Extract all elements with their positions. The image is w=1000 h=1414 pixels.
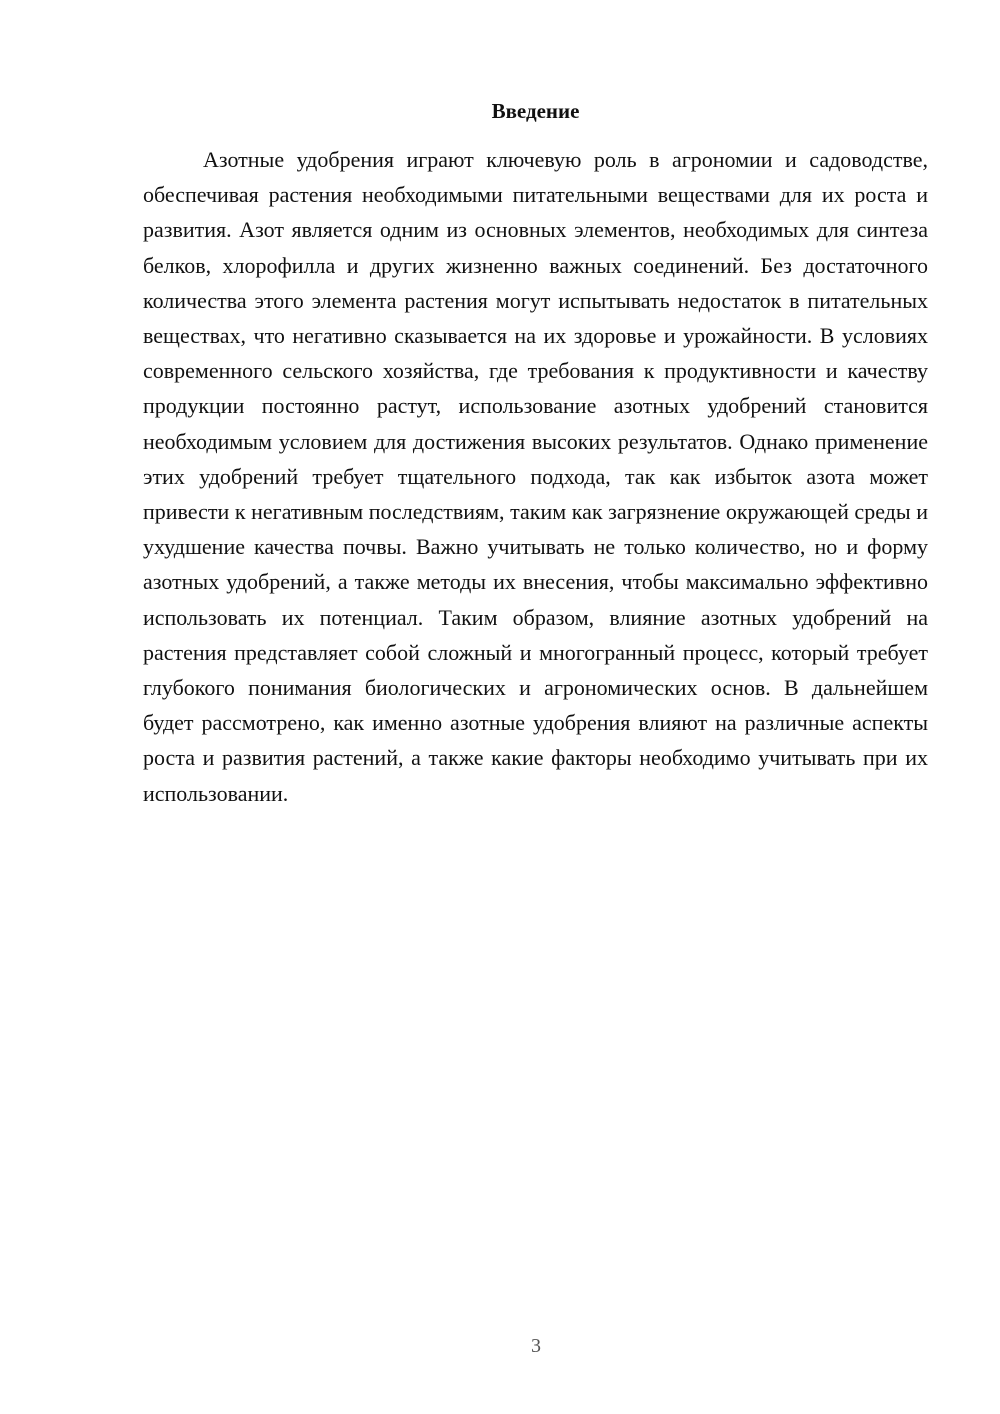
page-number: 3 [531,1335,541,1357]
section-heading: Введение [491,99,580,123]
introduction-paragraph: Азотные удобрения играют ключевую роль в агрономии и садоводстве, обеспечивая растения необходимыми питательными веществами для их роста и развития. Азот является одним из основных элементов, необходимых для синтеза белков, хлорофилла и других жизненно важных соединений. Без достаточного количества этого элемента растения могут испытывать недостаток в питательных веществах, что негативно сказывается на их здоровье и урожайности. В условиях современного сельского хозяйства, где требования к продуктивности и качеству продукции постоянно растут, использование азотных удобрений становится необходимым условием для достижения высоких результатов. Однако применение этих удобрений требует тщательного подхода, так как избыток азота может привести к негативным последствиям, таким как загрязнение окружающей среды и ухудшение качества почвы. Важно учитывать не только количество, но и форму азотных удобрений, а также методы их внесения, чтобы максимально эффективно использовать их потенциал. Таким образом, влияние азотных удобрений на растения представляет собой сложный и многогранный процесс, который требует глубокого понимания биологических и агрономических основ. В дальнейшем будет рассмотрено, как именно азотные удобрения влияют на различные аспекты роста и развития растений, а также какие факторы необходимо учитывать при их использовании. [143,147,928,806]
